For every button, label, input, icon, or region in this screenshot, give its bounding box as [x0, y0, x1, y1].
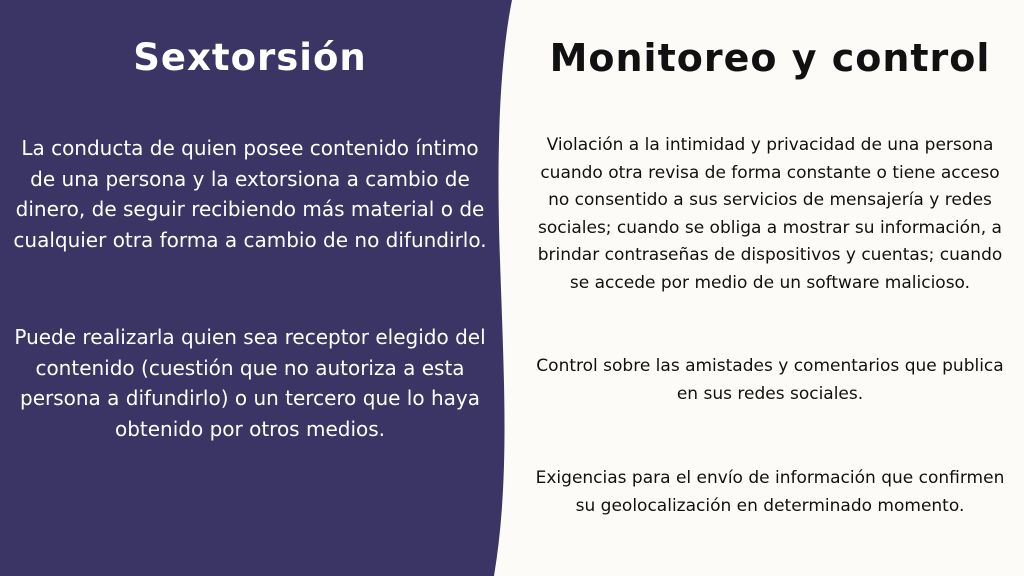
sextorsion-definition: La conducta de quien posee contenido íntimo de una persona y la extorsiona a cambio de dinero, de seguir recibiendo más material o de cualquier otra forma a cambio de no difundirlo. — [13, 136, 487, 252]
monitoreo-social-control: Control sobre las amistades y comentarios que publica en sus redes sociales. — [536, 356, 1004, 404]
sextorsion-perpetrator: Puede realizarla quien sea receptor elegido del contenido (cuestión que no autoriza a esta persona a difundirlo) o un tercero que lo haya obtenido por otros medios. — [14, 325, 486, 441]
monitoreo-definition: Violación a la intimidad y privacidad de una persona cuando otra revisa de forma constante o tiene acceso no consentido a sus servicios de mensajería y redes sociales; cuando se obliga a mostrar su información, a brindar contraseñas de dispositivos y cuentas; cuando se accede por medio de un software malicioso. — [537, 135, 1003, 293]
monitoreo-title: Monitoreo y control — [549, 36, 991, 80]
sextorsion-title: Sextorsión — [133, 36, 367, 79]
monitoreo-geolocation: Exigencias para el envío de información que confirmen su geolocalización en determinado momento. — [535, 468, 1005, 516]
